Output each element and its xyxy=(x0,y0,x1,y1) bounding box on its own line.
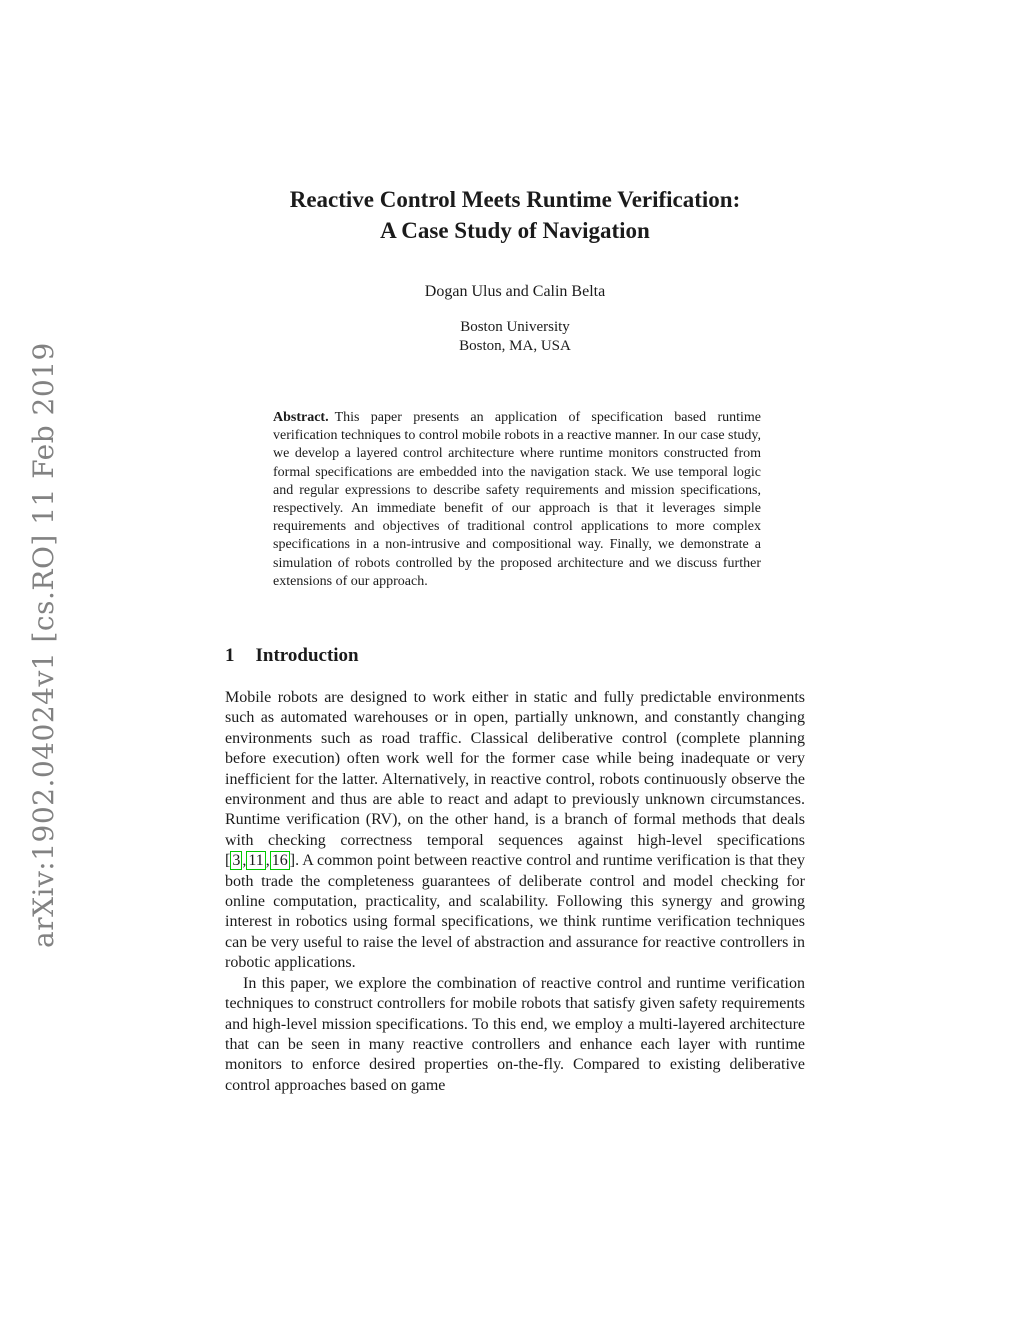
citation-close-bracket: ] xyxy=(289,852,296,870)
section-heading-introduction xyxy=(225,645,805,667)
paragraph-1-text-after-citation: . A common point between reactive control and runtime verification is that they both trade the completeness guarantees of deliberate control and model checking for online computation, practicality, and scalability. Following this synergy and growing interest in robotics using formal specifications, we think runtime verification techniques can be very useful to raise the level of abstraction and assurance for reactive controllers in robotic applications. xyxy=(225,852,805,972)
citation-ref-3[interactable]: 3 xyxy=(232,852,241,870)
paper-content-column xyxy=(225,0,805,1325)
abstract-block xyxy=(273,409,761,591)
section-title: Introduction xyxy=(255,645,359,666)
citation-ref-11[interactable]: 11 xyxy=(248,852,264,870)
citation-ref-16[interactable]: 16 xyxy=(271,852,288,870)
paper-title xyxy=(225,184,805,246)
paragraph-1 xyxy=(225,688,805,974)
introduction-body xyxy=(225,688,805,1096)
paragraph-1-text-before-citation: Mobile robots are designed to work either in static and fully predictable environments such as automated warehouses or in open, partially unknown, and constantly changing environments such as road traffic. Classical deliberative control (complete planning before execution) often work well for the former case while being inadequate or very inefficient for the latter. Alternatively, in reactive control, robots continuously observe the environment and thus are able to react and adapt to previously unknown circumstances. Runtime verification (RV), on the other hand, is a branch of formal methods that deals with checking correctness temporal sequences against high-level specifications xyxy=(225,689,805,849)
paper-title-line-2: A Case Study of Navigation xyxy=(380,218,650,243)
affiliation-block xyxy=(225,318,805,356)
paragraph-2: In this paper, we explore the combination of reactive control and runtime verification techniques to construct controllers for mobile robots that satisfy given safety requirements and high-level mission specifications. To this end, we employ a multi-layered architecture that can be seen in many reactive controllers and enhance each layer with runtime monitors to enforce desired properties on-the-fly. Compared to existing deliberative control approaches based on game xyxy=(225,974,805,1094)
citation-group xyxy=(225,851,295,870)
section-number: 1 xyxy=(225,645,235,666)
paper-title-line-1: Reactive Control Meets Runtime Verification: xyxy=(289,187,741,212)
affiliation-institution: Boston University xyxy=(460,319,570,335)
arxiv-watermark: arXiv:1902.04024v1 [cs.RO] 11 Feb 2019 xyxy=(27,342,60,948)
citation-separator: , xyxy=(242,852,247,870)
citation-open-bracket: [ xyxy=(225,852,231,870)
citation-separator: , xyxy=(265,852,270,870)
authors-line: Dogan Ulus and Calin Belta xyxy=(424,283,606,300)
affiliation-location: Boston, MA, USA xyxy=(459,338,571,354)
abstract-text: This paper presents an application of specification based runtime verification techniques to control mobile robots in a reactive manner. In our case study, we develop a layered control architecture where runtime monitors constructed from formal specifications are embedded into the navigation stack. We use temporal logic and regular expressions to describe safety requirements and mission specifications, respectively. An immediate benefit of our approach is that it leverages simple requirements and objectives of traditional control applications to more complex specifications in a non-intrusive and compositional way. Finally, we demonstrate a simulation of robots controlled by the proposed architecture and we discuss further extensions of our approach. xyxy=(273,410,761,589)
abstract-label: Abstract. xyxy=(273,410,329,425)
